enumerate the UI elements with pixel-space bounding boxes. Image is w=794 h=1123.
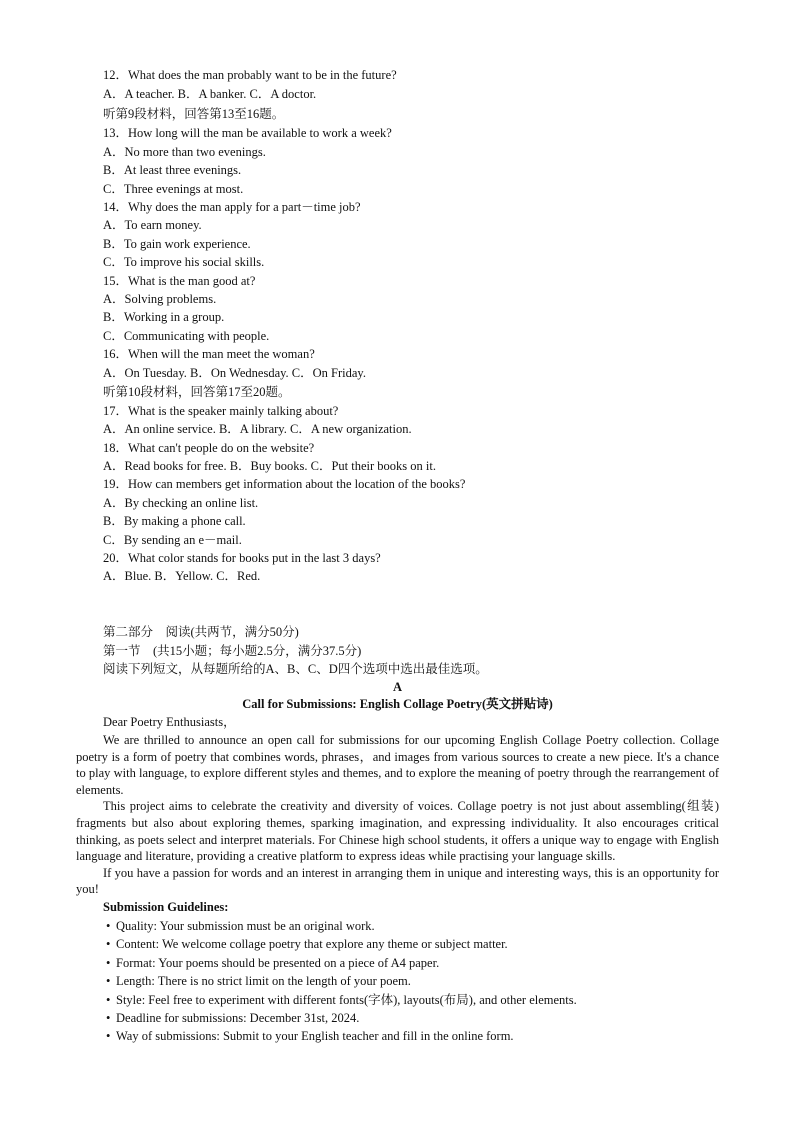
material-9-instruction: 听第9段材料，回答第13至16题。 [103, 107, 285, 122]
question-19: 19．How can members get information about the location of the books? [103, 477, 466, 492]
bullet-icon: • [106, 974, 111, 989]
option-14c: C．To improve his social skills. [103, 255, 265, 270]
guideline-item [76, 1009, 719, 1027]
option-15b: B．Working in a group. [103, 310, 225, 325]
options-17: A．An online service. B．A library. C．A new organization. [103, 422, 412, 437]
passage-title: Call for Submissions: English Collage Poetry(英文拼贴诗) [242, 696, 553, 711]
question-18: 18．What can't people do on the website? [103, 440, 315, 455]
guideline-text: Style: Feel free to experiment with different fonts(字体), layouts(布局), and other elements. [116, 992, 577, 1007]
guideline-item [76, 954, 719, 972]
option-13b: B．At least three evenings. [103, 163, 242, 178]
options-12: A．A teacher. B．A banker. C．A doctor. [103, 87, 317, 102]
question-17: 17．What is the speaker mainly talking about? [103, 403, 339, 418]
options-20: A．Blue. B．Yellow. C．Red. [103, 569, 261, 584]
letter-greeting: Dear Poetry Enthusiasts， [103, 715, 236, 729]
question-14: 14．Why does the man apply for a part－time job? [103, 199, 361, 214]
option-13c: C．Three evenings at most. [103, 181, 244, 196]
question-15: 15．What is the man good at? [103, 273, 256, 288]
part-two-heading: 第二部分 阅读(共两节，满分50分) [103, 625, 299, 639]
bullet-icon: • [106, 937, 111, 952]
options-18: A．Read books for free. B．Buy books. C．Put their books on it. [103, 459, 436, 474]
option-14b: B．To gain work experience. [103, 236, 251, 251]
guideline-text: Way of submissions: Submit to your English teacher and fill in the online form. [116, 1029, 514, 1044]
listening-section [103, 66, 723, 586]
bullet-icon: • [106, 992, 111, 1007]
option-15c: C．Communicating with people. [103, 328, 270, 343]
guideline-text: Content: We welcome collage poetry that explore any theme or subject matter. [116, 937, 508, 952]
option-15a: A．Solving problems. [103, 291, 217, 306]
reading-section [76, 623, 719, 1046]
guideline-item [76, 917, 719, 935]
guideline-item [76, 991, 719, 1009]
paragraph-1: We are thrilled to announce an open call for submissions for our upcoming English Collage Poetry collection. Collage poetry is a form of poetry that combines words, phrases，and images from various sources to create a new piece. It's a chance to play with language, to explore different styles and themes, and to explore the meaning of poetry through the rearrangement of elements. [76, 733, 719, 797]
guideline-text: Deadline for submissions: December 31st, 2024. [116, 1010, 360, 1025]
guideline-item [76, 1027, 719, 1045]
question-16: 16．When will the man meet the woman? [103, 347, 315, 362]
question-20: 20．What color stands for books put in the last 3 days? [103, 550, 381, 565]
option-19a: A．By checking an online list. [103, 495, 259, 510]
option-19c: C．By sending an e－mail. [103, 532, 242, 547]
reading-instruction: 阅读下列短文，从每题所给的A、B、C、D四个选项中选出最佳选项。 [103, 662, 488, 676]
guideline-item [76, 935, 719, 953]
guideline-item [76, 972, 719, 990]
option-19b: B．By making a phone call. [103, 514, 246, 529]
bullet-icon: • [106, 918, 111, 933]
paragraph-3: If you have a passion for words and an interest in arranging them in unique and interesting ways, this is an opportunity for you! [76, 865, 719, 897]
option-13a: A．No more than two evenings. [103, 144, 266, 159]
question-12: 12．What does the man probably want to be in the future? [103, 68, 397, 82]
bullet-icon: • [106, 955, 111, 970]
guideline-text: Format: Your poems should be presented on a piece of A4 paper. [116, 955, 440, 970]
bullet-icon: • [106, 1029, 111, 1044]
passage-label: A [392, 679, 403, 694]
material-10-instruction: 听第10段材料，回答第17至20题。 [103, 385, 291, 400]
question-13: 13．How long will the man be available to work a week? [103, 126, 392, 141]
section-one-heading: 第一节 (共15小题；每小题2.5分，满分37.5分) [103, 643, 362, 658]
bullet-icon: • [106, 1010, 111, 1025]
guideline-text: Quality: Your submission must be an original work. [116, 918, 375, 933]
guidelines-title: Submission Guidelines: [103, 899, 229, 914]
guideline-text: Length: There is no strict limit on the length of your poem. [116, 974, 411, 989]
options-16: A．On Tuesday. B．On Wednesday. C．On Friday. [103, 366, 366, 381]
paragraph-2: This project aims to celebrate the creativity and diversity of voices. Collage poetry is not just about assembling(组装) fragments but also about exploring themes, sparking imagination, and expressing individuality. It also encourages critical thinking, as poets select and interpret materials. For Chinese high school students, it offers a unique way to engage with English language and literature, providing a creative platform to express ideas while practising your language skills. [76, 799, 719, 864]
option-14a: A．To earn money. [103, 218, 202, 233]
